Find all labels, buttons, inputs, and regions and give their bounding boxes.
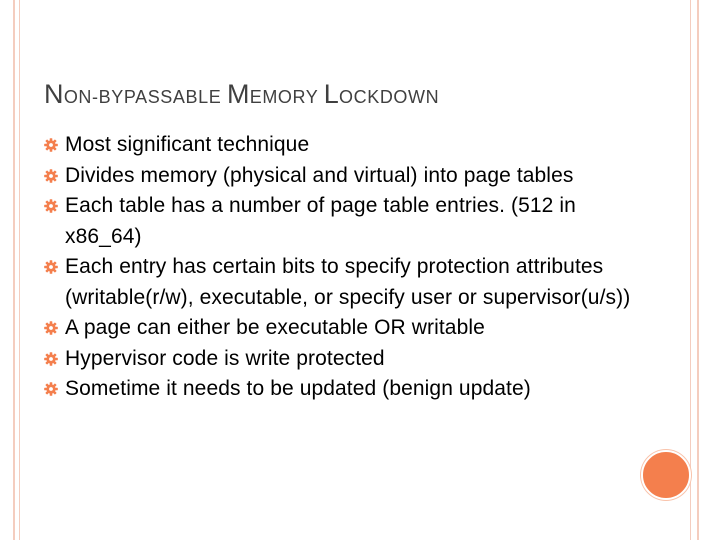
gear-icon xyxy=(44,321,58,335)
left-decor-line-outer xyxy=(13,0,15,540)
bullet-text: Each table has a number of page table entries. (512 in x86_64) xyxy=(65,194,576,248)
bullet-text: Hypervisor code is write protected xyxy=(65,346,385,370)
bullet-text: Each entry has certain bits to specify protection attributes (writable(r/w), executable, or specify user or supervisor(u/s)) xyxy=(65,255,631,309)
bullet-item xyxy=(44,252,644,313)
bullet-item xyxy=(44,344,644,375)
slide-title: NON-BYPASSABLE MEMORY LOCKDOWN xyxy=(44,79,440,109)
gear-icon xyxy=(44,382,58,396)
right-decor-line-outer xyxy=(697,0,699,540)
bullet-item xyxy=(44,313,644,344)
bullet-text: Most significant technique xyxy=(65,133,310,156)
bullet-item xyxy=(44,191,644,252)
bullet-item xyxy=(44,130,644,161)
decorative-circle xyxy=(641,450,691,500)
bullet-item xyxy=(44,161,644,192)
gear-icon xyxy=(44,260,58,274)
gear-icon xyxy=(44,352,58,366)
bullet-text: Divides memory (physical and virtual) into page tables xyxy=(65,163,574,187)
bullet-text: Sometime it needs to be updated (benign update) xyxy=(65,377,531,400)
gear-icon xyxy=(44,138,58,152)
gear-icon xyxy=(44,199,58,213)
left-decor-line-inner xyxy=(19,0,20,540)
gear-icon xyxy=(44,169,58,183)
bullet-text: A page can either be executable OR writable xyxy=(65,316,485,339)
bullet-item xyxy=(44,374,644,405)
bullet-list xyxy=(44,130,644,405)
right-decor-line-inner xyxy=(690,0,691,540)
